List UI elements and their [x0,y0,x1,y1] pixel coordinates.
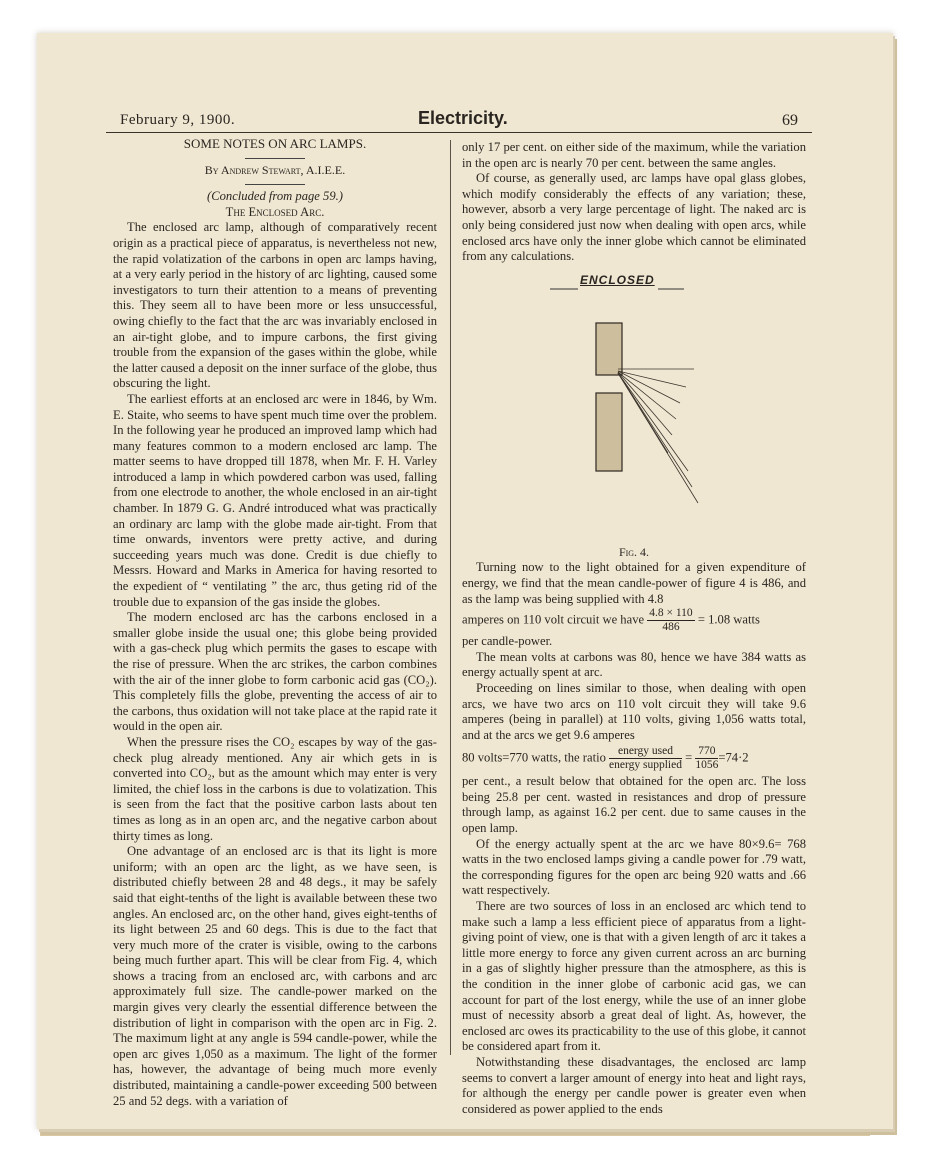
fraction-watts [647,607,694,634]
equation-line [462,607,806,634]
paragraph: per candle-power. [462,634,553,649]
article-title: SOME NOTES ON ARC LAMPS. [183,136,367,151]
paragraph: The enclosed arc lamp, although of comparatively recent origin as a practical piece of apparatus, is nevertheless not new, the rapid volatization of the carbons in open arc lamps having, at a very early period in the history of arc lighting, caused some investigators to turn their attention to a means of preventing this. They seem all to have been more or less unsuccessful, owing chiefly to the fact that the arc was invariably enclosed in an air-tight globe, and to impure carbons, the first giving trouble from the expansion of the gases within the globe, while the latter caused a deposit on the inner surface of the globe, thus obscuring the light. [113,220,437,391]
figure-label: ENCLOSED [580,272,655,287]
fraction-denominator: energy supplied [609,759,682,772]
figure-4 [462,273,806,545]
fraction-ratio [695,745,718,772]
paragraph: The modern enclosed arc has the carbons enclosed in a smaller globe inside the usual one; this globe being provided with a gas-check plug which permits the gases to escape with the rise of pressure. When the arc strikes, the carbon combines with the air of the inner globe to form carbonic acid gas (CO₂). This completely fills the globe, preventing the access of air to the carbons, thus oxidation will not take place at the rapid rate it would in the open air. [113,610,437,734]
paragraph: only 17 per cent. on either side of the maximum, while the variation in the open arc is nearly 70 per cent. between the same angles. [462,140,806,170]
upper-carbon [596,323,622,375]
title-rule [245,158,305,159]
paragraph: The earliest efforts at an enclosed arc were in 1846, by Wm. E. Staite, who seems to have spent much time over the problem. In the following year he produced an improved lamp which had many features common to a modern enclosed arc lamp. The matter seems to have dropped till 1878, when Mr. F. H. Varley introduced a lamp in which powdered carbon was used, falling from one electrode to another, the whole enclosed in an air-tight chamber. In 1879 G. G. André introduced what was practically an ordinary arc lamp with the globe made air-tight. From that time onwards, inventors were pretty active, and during succeeding years much was done. Credit is due chiefly to Messrs. Howard and Marks in America for having resorted to the expedient of “ ventilating ” the arc, thus geting rid of the trouble due to expansion of the gas inside the globes. [113,391,437,609]
fraction-numerator: energy used [609,745,682,759]
section-heading: The Enclosed Arc. [225,204,325,219]
figure-caption: Fig. 4. [618,544,650,559]
column-divider [450,140,451,1055]
paragraph: There are two sources of loss in an enclosed arc which tend to make such a lamp a less efficient piece of apparatus from a light-giving point of view, one is that with a given length of arc it takes a little more energy to force any given current across an arc burning in a gas of slightly higher pressure than the atmosphere, as this is the condition in the inner globe of carbonic acid gas, we can account for part of the lost energy, while the use of an inner globe must of necessity absorb a great deal of light. As, however, the enclosed arc owes its practicability to the use of this globe, it cannot be considered apart from it. [462,899,806,1054]
paragraph: The mean volts at carbons was 80, hence we have 384 watts as energy actually spent at arc. [462,649,806,680]
equation-result: = 1.08 watts [697,612,760,627]
paragraph: Of course, as generally used, arc lamps have opal glass globes, which modify considerably the effects of any variation; these, however, absorb a very large percentage of light. The naked arc is only being considered just now when dealing with open arcs, while enclosed arcs have only the inner globe which cannot be eliminated from any calculations. [462,171,806,264]
paragraph: One advantage of an enclosed arc is that its light is more uniform; with an open arc the light, as we have seen, is distributed chiefly between 28 and 48 degs., it may be safely said that eight-tenths of the light is available between these two angles. An enclosed arc, on the other hand, gives eight-tenths of its light between 25 and 60 degs. This is due to the fact that very much more of the crater is visible, owing to the carbons being much further apart. This will be clear from Fig. 4, which shows a tracing from an enclosed arc, with carbons and arc approximately full size. The candle-power marked on the margin gives very clearly the essential difference between the distribution of light in comparison with the open arc in Fig. 2. The maximum light at any angle is 594 candle-power, while the open arc gives 1,050 as a maximum. The light of the former has, however, the advantage of being much more evenly distributed, maintaining a candle-power exceeding 500 between 25 and 52 degs. with a variation of [113,844,437,1108]
header-rule [106,132,812,133]
left-column [113,136,437,1109]
header-page-number: 69 [782,112,798,129]
byline-rule [245,184,305,185]
paragraph: Turning now to the light obtained for a given expenditure of energy, we find that the mean candle-power of figure 4 is 486, and as the lamp was being supplied with 4.8 [462,560,806,606]
paragraph: Proceeding on lines similar to those, when dealing with open arcs, we have two arcs on 110 volt circuit they will take 9.6 amperes (being in parallel) at 110 volts, giving 1,056 watts total, and at the arcs we get 9.6 amperes [462,680,806,742]
fraction-energy [609,745,682,772]
arc-diagram [462,283,806,533]
header-journal-title: Electricity. [418,108,508,128]
fraction-denominator: 486 [662,621,680,634]
paragraph: Notwithstanding these disadvantages, the enclosed arc lamp seems to convert a larger amount of energy into heat and light rays, for although the energy per candle power is greater even when considered as power applied to the ends [462,1054,806,1116]
lower-carbon [596,393,622,471]
page-header [120,108,810,134]
concluded-note: (Concluded from page 59.) [207,189,343,204]
paragraph: When the pressure rises the CO₂ escapes by way of the gas-check plug already mentioned. Any air which gets in is converted into CO₂, but as the amount which may enter is very limited, the chief loss in the carbons is due to volatization. This is seen from the fact that the positive carbon lasts about ten times as long as in an open arc, and the negative carbon about thirty times as long. [113,734,437,843]
equation-result: =74·2 [718,750,749,765]
equation-text: 80 volts=770 watts, the ratio [462,750,606,765]
paragraph: Of the energy actually spent at the arc we have 80×9.6= 768 watts in the two enclosed lamps giving a candle power for .79 watt, the corresponding figures for the open arc being 920 watts and .66 watt respectively. [462,836,806,898]
right-column [462,140,806,1117]
article-byline: By Andrew Stewart, A.I.E.E. [204,162,346,177]
header-date: February 9, 1900. [120,112,236,128]
paragraph: per cent., a result below that obtained for the open arc. The loss being 25.8 per cent. wasted in resistances and drop of pressure through lamp, as against 16.2 per cent. due to same causes in the open lamp. [462,774,806,836]
equation-text: amperes on 110 volt circuit we have [462,612,645,627]
fraction-numerator: 770 [695,745,718,759]
fraction-denominator: 1056 [695,759,719,772]
light-rays [618,369,698,503]
fraction-numerator: 4.8 × 110 [649,607,693,620]
equation-line: 80 volts=770 watts, the ratio $\frac{\text{energy used}}{\text{energy supplied}}$ = $\frac{770}{1056}$ =74·2 [462,745,749,772]
